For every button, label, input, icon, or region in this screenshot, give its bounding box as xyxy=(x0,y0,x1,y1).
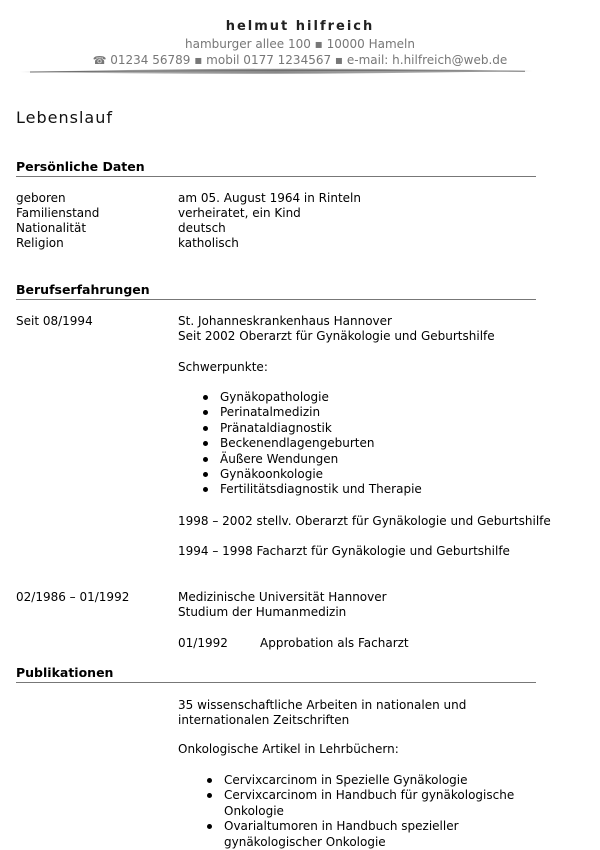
list-item: Gynäkoonkologie xyxy=(220,467,422,482)
job-history-1: 1998 – 2002 stellv. Oberarzt für Gynäkologie und Geburtshilfe xyxy=(178,514,551,528)
personal-label-marital: Familienstand xyxy=(16,206,100,220)
personal-value-religion: katholisch xyxy=(178,236,239,250)
list-item: Gynäkopathologie xyxy=(220,390,422,405)
applicant-name: helmut hilfreich xyxy=(225,19,375,34)
applicant-address: hamburger allee 100 ▪ 10000 Hameln xyxy=(185,37,415,51)
section-heading-publications: Publikationen xyxy=(16,665,536,683)
personal-label-religion: Religion xyxy=(16,236,64,250)
job-period: Seit 08/1994 xyxy=(16,314,93,328)
job-focus-label: Schwerpunkte: xyxy=(178,360,268,374)
contact-details: 01234 56789 ▪ mobil 0177 1234567 ▪ e-mail: h.hilfreich@web.de xyxy=(110,53,508,67)
list-item: Cervixcarcinom in Spezielle Gynäkologie xyxy=(224,773,534,788)
study-institution: Medizinische Universität Hannover xyxy=(178,590,387,604)
telephone-icon: ☎ xyxy=(92,54,107,67)
publications-line-1: 35 wissenschaftliche Arbeiten in nationalen und xyxy=(178,698,467,712)
job-history-2: 1994 – 1998 Facharzt für Gynäkologie und Geburtshilfe xyxy=(178,544,510,558)
personal-value-nationality: deutsch xyxy=(178,221,226,235)
list-item: Beckenendlagengeburten xyxy=(220,436,422,451)
focus-list xyxy=(220,390,422,498)
cv-header xyxy=(0,18,600,69)
personal-label-birth: geboren xyxy=(16,191,66,205)
list-item: Pränataldiagnostik xyxy=(220,421,422,436)
publications-line-2: internationalen Zeitschriften xyxy=(178,713,350,727)
study-date: 01/1992 xyxy=(178,636,228,650)
study-subject: Studium der Humanmedizin xyxy=(178,605,347,619)
publications-list xyxy=(224,773,534,850)
personal-value-marital: verheiratet, ein Kind xyxy=(178,206,301,220)
list-item: Äußere Wendungen xyxy=(220,452,422,467)
job-position: Seit 2002 Oberarzt für Gynäkologie und Geburtshilfe xyxy=(178,329,495,343)
job-employer: St. Johanneskrankenhaus Hannover xyxy=(178,314,392,328)
section-heading-personal: Persönliche Daten xyxy=(16,159,536,177)
section-heading-experience: Berufserfahrungen xyxy=(16,282,536,300)
publications-articles-label: Onkologische Artikel in Lehrbüchern: xyxy=(178,742,399,756)
header-divider-swoosh xyxy=(20,66,532,78)
study-event: Approbation als Facharzt xyxy=(260,636,409,650)
document-title: Lebenslauf xyxy=(16,108,113,127)
study-period: 02/1986 – 01/1992 xyxy=(16,590,130,604)
list-item: Perinatalmedizin xyxy=(220,405,422,420)
personal-value-birth: am 05. August 1964 in Rinteln xyxy=(178,191,361,205)
list-item: Fertilitätsdiagnostik und Therapie xyxy=(220,482,422,497)
list-item: Ovarialtumoren in Handbuch spezieller gynäkologischer Onkologie xyxy=(224,819,534,850)
personal-label-nationality: Nationalität xyxy=(16,221,87,235)
list-item: Cervixcarcinom in Handbuch für gynäkologische Onkologie xyxy=(224,788,534,819)
